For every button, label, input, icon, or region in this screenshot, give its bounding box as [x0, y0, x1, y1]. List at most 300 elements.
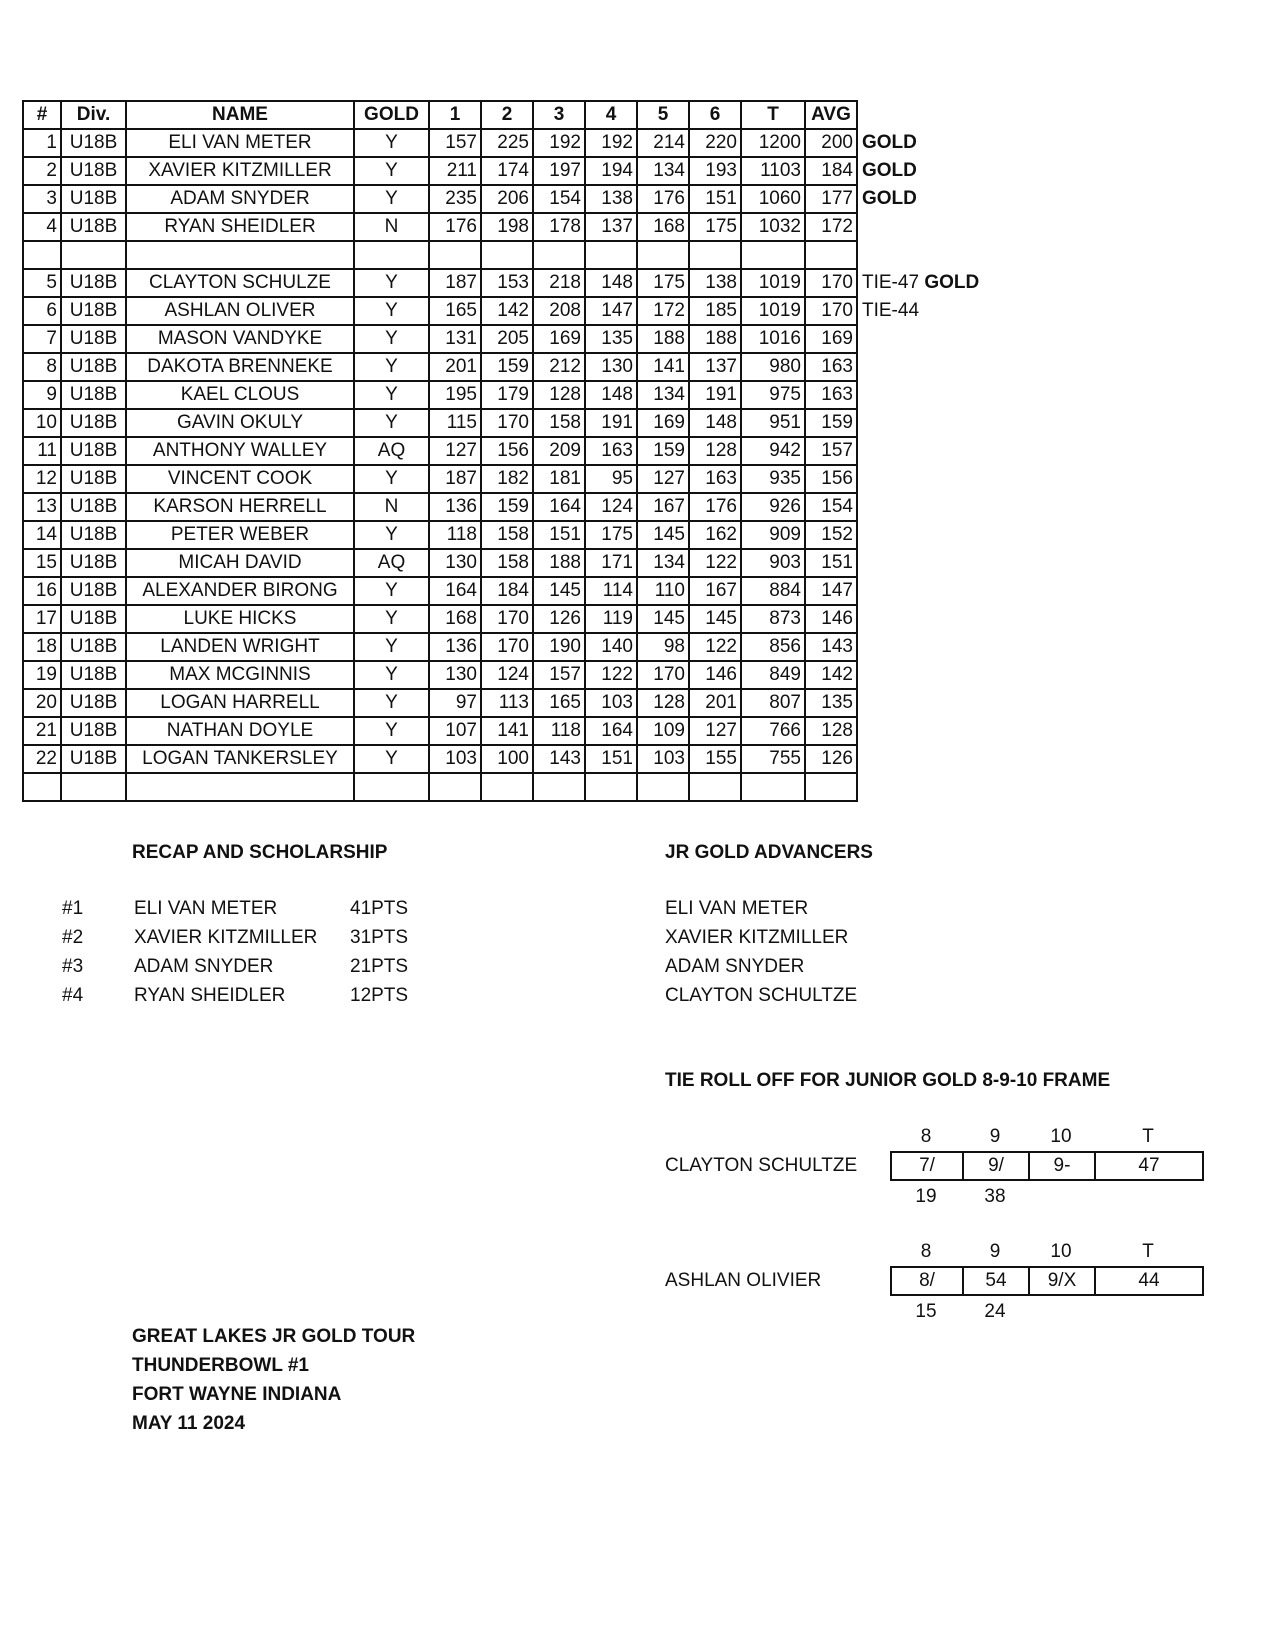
cell-div: U18B — [61, 409, 126, 437]
cell-g5: 172 — [637, 297, 689, 325]
cell-g2: 159 — [481, 353, 533, 381]
frame-labels — [890, 1126, 1210, 1150]
frame-score: 9- — [1030, 1153, 1096, 1179]
cell-div: U18B — [61, 325, 126, 353]
cell-num: 14 — [23, 521, 61, 549]
advancer-name: ADAM SNYDER — [665, 956, 805, 977]
cell-g3: 178 — [533, 213, 585, 241]
frame-label: 9 — [989, 1241, 1001, 1262]
gold-marker: GOLD — [924, 272, 980, 293]
cell-g1 — [429, 773, 481, 801]
cell-name: ELI VAN METER — [126, 129, 354, 157]
cell-avg: 151 — [805, 549, 857, 577]
cell-g1: 136 — [429, 633, 481, 661]
cell-g1: 103 — [429, 745, 481, 773]
cell-g4: 138 — [585, 185, 637, 213]
cell-div: U18B — [61, 353, 126, 381]
blank-row — [23, 773, 1006, 801]
column-header: 3 — [533, 101, 585, 129]
table-row — [23, 409, 1006, 437]
cell-num: 22 — [23, 745, 61, 773]
cell-gold: Y — [354, 745, 429, 773]
cell-total: 1016 — [741, 325, 805, 353]
row-note — [857, 549, 1006, 577]
column-header: GOLD — [354, 101, 429, 129]
cell-div: U18B — [61, 633, 126, 661]
cumulative-scores — [890, 1301, 1210, 1325]
cell-num: 6 — [23, 297, 61, 325]
cell-div: U18B — [61, 521, 126, 549]
table-row — [23, 605, 1006, 633]
cell-g4: 171 — [585, 549, 637, 577]
cell-total: 849 — [741, 661, 805, 689]
cell-g4: 140 — [585, 633, 637, 661]
cell-g4 — [585, 773, 637, 801]
cell-div: U18B — [61, 381, 126, 409]
cell-name — [126, 773, 354, 801]
cell-name: NATHAN DOYLE — [126, 717, 354, 745]
cell-div: U18B — [61, 689, 126, 717]
recap-rank: #1 — [62, 898, 84, 919]
cell-g6: 122 — [689, 549, 741, 577]
row-note — [857, 241, 1006, 269]
row-note — [857, 465, 1006, 493]
cell-g5: 169 — [637, 409, 689, 437]
cell-avg: 163 — [805, 381, 857, 409]
frame-score: 8/ — [892, 1268, 964, 1294]
cell-gold: Y — [354, 381, 429, 409]
cell-g1: 235 — [429, 185, 481, 213]
cell-total: 807 — [741, 689, 805, 717]
cell-g5: 128 — [637, 689, 689, 717]
cell-g5: 159 — [637, 437, 689, 465]
cell-g3: 158 — [533, 409, 585, 437]
cell-total: 909 — [741, 521, 805, 549]
cell-g3: 143 — [533, 745, 585, 773]
cell-avg: 142 — [805, 661, 857, 689]
event-info-line: GREAT LAKES JR GOLD TOUR — [132, 1326, 416, 1347]
recap-heading: RECAP AND SCHOLARSHIP — [132, 842, 388, 863]
cell-num: 10 — [23, 409, 61, 437]
table-row — [23, 129, 1006, 157]
cell-avg: 170 — [805, 269, 857, 297]
cell-name: ADAM SNYDER — [126, 185, 354, 213]
cell-total: 1060 — [741, 185, 805, 213]
cell-g5: 134 — [637, 549, 689, 577]
gold-marker: GOLD — [862, 132, 917, 153]
cell-g2: 158 — [481, 521, 533, 549]
cell-g3: 157 — [533, 661, 585, 689]
cell-g5: 214 — [637, 129, 689, 157]
cell-g2: 198 — [481, 213, 533, 241]
cell-total: 856 — [741, 633, 805, 661]
cell-name: DAKOTA BRENNEKE — [126, 353, 354, 381]
cell-g3: 118 — [533, 717, 585, 745]
cell-g1: 157 — [429, 129, 481, 157]
cell-g5: 134 — [637, 381, 689, 409]
cell-avg: 172 — [805, 213, 857, 241]
cell-g4: 103 — [585, 689, 637, 717]
recap-item — [62, 927, 442, 953]
cell-g3: 165 — [533, 689, 585, 717]
cell-g4: 147 — [585, 297, 637, 325]
cell-name: ANTHONY WALLEY — [126, 437, 354, 465]
cell-g6: 122 — [689, 633, 741, 661]
cell-total: 873 — [741, 605, 805, 633]
cell-g2: 153 — [481, 269, 533, 297]
cell-g4: 175 — [585, 521, 637, 549]
cell-gold: Y — [354, 297, 429, 325]
cell-total: 766 — [741, 717, 805, 745]
cell-avg: 143 — [805, 633, 857, 661]
cell-gold — [354, 773, 429, 801]
cell-total: 951 — [741, 409, 805, 437]
column-header: T — [741, 101, 805, 129]
cell-g2: 225 — [481, 129, 533, 157]
column-header: 2 — [481, 101, 533, 129]
cell-name: LANDEN WRIGHT — [126, 633, 354, 661]
cell-num: 20 — [23, 689, 61, 717]
cell-g6: 201 — [689, 689, 741, 717]
cell-total — [741, 773, 805, 801]
cell-g5: 110 — [637, 577, 689, 605]
cell-avg: 152 — [805, 521, 857, 549]
column-header: # — [23, 101, 61, 129]
gold-marker: GOLD — [862, 160, 917, 181]
cell-g4: 164 — [585, 717, 637, 745]
cell-g2: 170 — [481, 605, 533, 633]
row-note — [857, 437, 1006, 465]
cell-gold: Y — [354, 521, 429, 549]
row-note — [857, 577, 1006, 605]
cell-num — [23, 773, 61, 801]
tie-bowler-name: ASHLAN OLIVIER — [665, 1270, 822, 1291]
cell-g3: 154 — [533, 185, 585, 213]
recap-item — [62, 956, 442, 982]
column-header: 6 — [689, 101, 741, 129]
cell-g4: 194 — [585, 157, 637, 185]
cell-total: 935 — [741, 465, 805, 493]
cell-g2: 179 — [481, 381, 533, 409]
cell-g6: 148 — [689, 409, 741, 437]
recap-name: RYAN SHEIDLER — [134, 985, 286, 1006]
cell-g3: 151 — [533, 521, 585, 549]
cell-div: U18B — [61, 213, 126, 241]
cell-g3: 126 — [533, 605, 585, 633]
cell-name: MASON VANDYKE — [126, 325, 354, 353]
cell-name: MAX MCGINNIS — [126, 661, 354, 689]
cell-g3: 190 — [533, 633, 585, 661]
cell-g2: 100 — [481, 745, 533, 773]
cell-g4: 148 — [585, 269, 637, 297]
cell-gold: AQ — [354, 437, 429, 465]
table-row — [23, 325, 1006, 353]
row-note — [857, 633, 1006, 661]
cell-g2: 170 — [481, 633, 533, 661]
cell-total: 1103 — [741, 157, 805, 185]
cell-g2: 170 — [481, 409, 533, 437]
cell-div: U18B — [61, 465, 126, 493]
recap-item — [62, 898, 442, 924]
cell-g2: 206 — [481, 185, 533, 213]
note-text: TIE-44 — [862, 300, 920, 321]
cell-div: U18B — [61, 493, 126, 521]
blank-row — [23, 241, 1006, 269]
cell-total: 926 — [741, 493, 805, 521]
table-row — [23, 661, 1006, 689]
cell-g1: 176 — [429, 213, 481, 241]
cell-gold: N — [354, 493, 429, 521]
cell-g2: 182 — [481, 465, 533, 493]
cell-g1: 130 — [429, 661, 481, 689]
row-note — [857, 129, 1006, 157]
frame-label: T — [1142, 1241, 1154, 1262]
cell-avg: 154 — [805, 493, 857, 521]
cell-name: KAEL CLOUS — [126, 381, 354, 409]
cell-g1: 201 — [429, 353, 481, 381]
column-header: AVG — [805, 101, 857, 129]
cell-g6: 191 — [689, 381, 741, 409]
cell-g1: 187 — [429, 269, 481, 297]
cell-g5: 188 — [637, 325, 689, 353]
cell-g2: 156 — [481, 437, 533, 465]
cell-g5: 145 — [637, 605, 689, 633]
cell-total — [741, 241, 805, 269]
cell-g3: 164 — [533, 493, 585, 521]
cell-g4: 163 — [585, 437, 637, 465]
cell-g2 — [481, 773, 533, 801]
cell-g3: 169 — [533, 325, 585, 353]
recap-points: 31PTS — [350, 927, 409, 948]
event-info-line: FORT WAYNE INDIANA — [132, 1384, 342, 1405]
frame-labels — [890, 1241, 1210, 1265]
cell-g4: 95 — [585, 465, 637, 493]
frame-score: 7/ — [892, 1153, 964, 1179]
cell-g1: 97 — [429, 689, 481, 717]
row-note — [857, 521, 1006, 549]
row-note — [857, 773, 1006, 801]
table-row — [23, 465, 1006, 493]
cell-g3: 212 — [533, 353, 585, 381]
cell-g4: 191 — [585, 409, 637, 437]
cell-avg: 156 — [805, 465, 857, 493]
cell-g6: 128 — [689, 437, 741, 465]
cell-name: XAVIER KITZMILLER — [126, 157, 354, 185]
cell-g3: 209 — [533, 437, 585, 465]
cell-gold: Y — [354, 129, 429, 157]
cell-g1: 130 — [429, 549, 481, 577]
cell-g5: 145 — [637, 521, 689, 549]
cell-avg: 157 — [805, 437, 857, 465]
cell-avg: 184 — [805, 157, 857, 185]
cell-div: U18B — [61, 549, 126, 577]
frame-label: 9 — [989, 1126, 1001, 1147]
cumulative-score: 24 — [984, 1301, 1006, 1322]
cell-g1: 118 — [429, 521, 481, 549]
column-header: 4 — [585, 101, 637, 129]
table-row — [23, 717, 1006, 745]
cell-g1: 187 — [429, 465, 481, 493]
cell-g5: 167 — [637, 493, 689, 521]
recap-points: 21PTS — [350, 956, 409, 977]
cell-g1: 107 — [429, 717, 481, 745]
cell-g4: 151 — [585, 745, 637, 773]
table-row — [23, 185, 1006, 213]
cell-total: 1019 — [741, 297, 805, 325]
cell-total: 1019 — [741, 269, 805, 297]
row-note — [857, 381, 1006, 409]
cell-g6: 188 — [689, 325, 741, 353]
table-row — [23, 745, 1006, 773]
cell-g6: 175 — [689, 213, 741, 241]
cell-total: 975 — [741, 381, 805, 409]
frame-label: 10 — [1050, 1241, 1072, 1262]
cell-div: U18B — [61, 269, 126, 297]
table-row — [23, 521, 1006, 549]
cell-name — [126, 241, 354, 269]
cell-g1: 168 — [429, 605, 481, 633]
table-row — [23, 297, 1006, 325]
recap-rank: #3 — [62, 956, 84, 977]
cell-g1: 164 — [429, 577, 481, 605]
cell-gold: Y — [354, 661, 429, 689]
cell-avg: 169 — [805, 325, 857, 353]
cell-num — [23, 241, 61, 269]
cell-g3: 128 — [533, 381, 585, 409]
cell-g5 — [637, 241, 689, 269]
cell-gold: Y — [354, 269, 429, 297]
cell-div — [61, 773, 126, 801]
cell-g5: 127 — [637, 465, 689, 493]
cell-gold: Y — [354, 689, 429, 717]
cell-avg — [805, 241, 857, 269]
table-row — [23, 213, 1006, 241]
cell-gold: Y — [354, 185, 429, 213]
cell-g6: 185 — [689, 297, 741, 325]
row-note — [857, 745, 1006, 773]
table-row — [23, 353, 1006, 381]
cell-g6: 163 — [689, 465, 741, 493]
cell-g6: 162 — [689, 521, 741, 549]
cell-num: 21 — [23, 717, 61, 745]
cell-g2: 113 — [481, 689, 533, 717]
cell-num: 17 — [23, 605, 61, 633]
cumulative-scores — [890, 1186, 1210, 1210]
cell-g1: 211 — [429, 157, 481, 185]
cell-gold: AQ — [354, 549, 429, 577]
cell-div: U18B — [61, 661, 126, 689]
cell-gold: Y — [354, 465, 429, 493]
cell-gold — [354, 241, 429, 269]
table-row — [23, 549, 1006, 577]
cell-gold: Y — [354, 633, 429, 661]
cell-g3: 145 — [533, 577, 585, 605]
advancer-name: XAVIER KITZMILLER — [665, 927, 849, 948]
row-note — [857, 185, 1006, 213]
table-row — [23, 689, 1006, 717]
frame-score: 9/ — [964, 1153, 1030, 1179]
cell-name: RYAN SHEIDLER — [126, 213, 354, 241]
row-note — [857, 325, 1006, 353]
cell-name: CLAYTON SCHULZE — [126, 269, 354, 297]
cell-g4: 192 — [585, 129, 637, 157]
cell-g6: 193 — [689, 157, 741, 185]
recap-name: ELI VAN METER — [134, 898, 278, 919]
cell-g5: 103 — [637, 745, 689, 773]
cell-avg — [805, 773, 857, 801]
cell-num: 11 — [23, 437, 61, 465]
cell-g2 — [481, 241, 533, 269]
cell-avg: 126 — [805, 745, 857, 773]
row-note — [857, 717, 1006, 745]
frame-label: 8 — [920, 1241, 932, 1262]
cell-g3: 218 — [533, 269, 585, 297]
tie-bowler-name: CLAYTON SCHULTZE — [665, 1155, 858, 1176]
cell-g2: 142 — [481, 297, 533, 325]
cell-num: 8 — [23, 353, 61, 381]
cell-g5: 109 — [637, 717, 689, 745]
frame-scores — [890, 1151, 1204, 1181]
tie-roll-heading: TIE ROLL OFF FOR JUNIOR GOLD 8-9-10 FRAME — [665, 1070, 1111, 1091]
cell-g6 — [689, 241, 741, 269]
row-note — [857, 213, 1006, 241]
row-note — [857, 353, 1006, 381]
cell-name: GAVIN OKULY — [126, 409, 354, 437]
cell-gold: Y — [354, 605, 429, 633]
cell-avg: 159 — [805, 409, 857, 437]
cell-total: 942 — [741, 437, 805, 465]
frame-score: 47 — [1138, 1155, 1160, 1176]
row-note — [857, 297, 1006, 325]
cell-num: 12 — [23, 465, 61, 493]
cell-div: U18B — [61, 605, 126, 633]
table-row — [23, 437, 1006, 465]
cell-g4: 114 — [585, 577, 637, 605]
cell-g6: 155 — [689, 745, 741, 773]
cell-g4: 122 — [585, 661, 637, 689]
table-row — [23, 493, 1006, 521]
recap-item — [62, 985, 442, 1011]
event-info-line: THUNDERBOWL #1 — [132, 1355, 309, 1376]
cell-g5: 134 — [637, 157, 689, 185]
cell-name: PETER WEBER — [126, 521, 354, 549]
cell-total: 755 — [741, 745, 805, 773]
cell-name: VINCENT COOK — [126, 465, 354, 493]
cell-g4: 119 — [585, 605, 637, 633]
cell-g5: 168 — [637, 213, 689, 241]
cell-total: 903 — [741, 549, 805, 577]
cell-g5: 176 — [637, 185, 689, 213]
cell-num: 5 — [23, 269, 61, 297]
cell-name: MICAH DAVID — [126, 549, 354, 577]
cell-g6: 137 — [689, 353, 741, 381]
cell-gold: Y — [354, 577, 429, 605]
cumulative-score: 19 — [915, 1186, 937, 1207]
cell-name: LOGAN TANKERSLEY — [126, 745, 354, 773]
cell-g2: 184 — [481, 577, 533, 605]
recap-points: 41PTS — [350, 898, 409, 919]
cell-g4: 130 — [585, 353, 637, 381]
cell-num: 1 — [23, 129, 61, 157]
cell-gold: Y — [354, 717, 429, 745]
cell-div: U18B — [61, 157, 126, 185]
cell-name: ASHLAN OLIVER — [126, 297, 354, 325]
recap-rank: #2 — [62, 927, 84, 948]
cell-num: 3 — [23, 185, 61, 213]
table-header-row — [23, 101, 1006, 129]
row-note — [857, 605, 1006, 633]
cell-g5: 175 — [637, 269, 689, 297]
